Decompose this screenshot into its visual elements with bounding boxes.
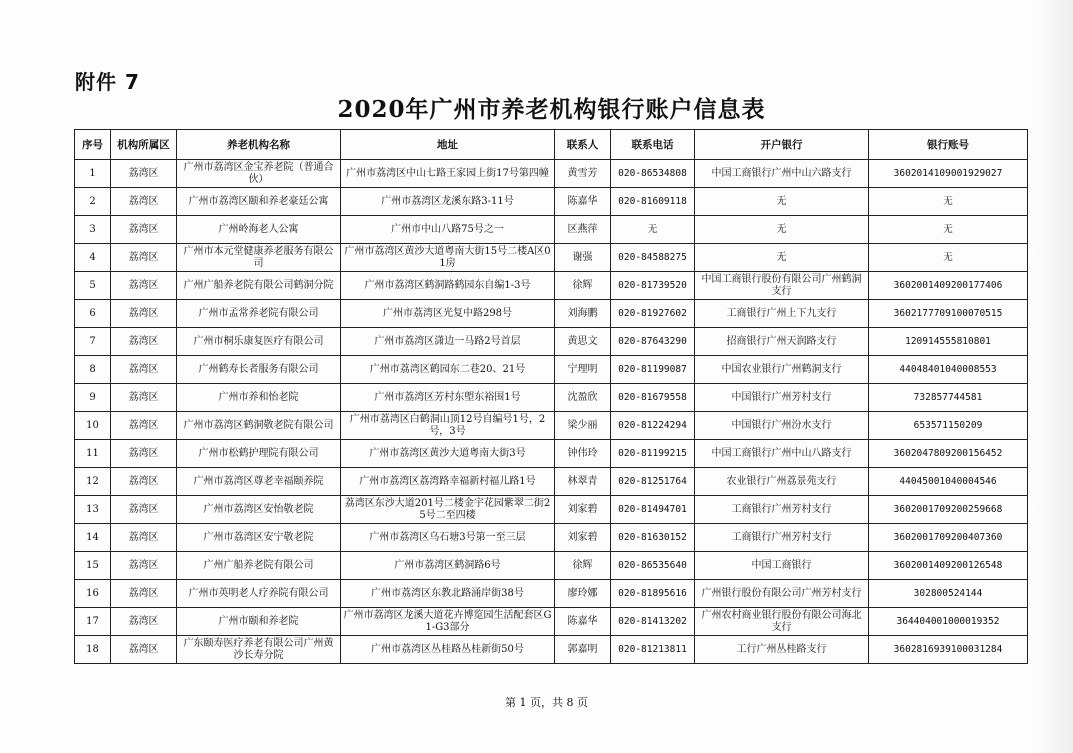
table-row (75, 468, 1028, 496)
cell-address: 广州市中山八路75号之一 (341, 216, 555, 244)
cell-account-number: 732857744581 (869, 384, 1028, 412)
cell-phone: 020-86535640 (611, 552, 695, 580)
cell-phone: 020-81927602 (611, 300, 695, 328)
table-row (75, 300, 1028, 328)
cell-index: 4 (75, 244, 111, 272)
cell-account-number: 无 (869, 188, 1028, 216)
cell-account-number: 3602816939100031284 (869, 636, 1028, 664)
cell-index: 6 (75, 300, 111, 328)
cell-index: 10 (75, 412, 111, 440)
cell-phone: 020-87643290 (611, 328, 695, 356)
header-institution-name: 养老机构名称 (177, 130, 341, 160)
table-header-row (75, 130, 1028, 160)
cell-address: 广州市荔湾区中山七路王家园上街17号第四幢 (341, 160, 555, 188)
cell-account-number: 364404001000019352 (869, 608, 1028, 636)
table-row (75, 412, 1028, 440)
table-row (75, 384, 1028, 412)
cell-contact: 黄思文 (555, 328, 611, 356)
cell-bank: 中国工商银行广州中山八路支行 (695, 440, 869, 468)
table-row (75, 636, 1028, 664)
cell-address: 广州市荔湾区鹤洞路鹤园东自编1-3号 (341, 272, 555, 300)
attachment-label: 附件 7 (75, 70, 140, 94)
cell-address: 广州市荔湾区龙溪东路3-11号 (341, 188, 555, 216)
cell-phone: 020-81251764 (611, 468, 695, 496)
cell-index: 1 (75, 160, 111, 188)
cell-institution-name: 广州市松鹤护理院有限公司 (177, 440, 341, 468)
header-account-number: 银行账号 (869, 130, 1028, 160)
cell-institution-name: 广东颐寿医疗养老有限公司广州黄沙长寿分院 (177, 636, 341, 664)
cell-institution-name: 广州市颐和养老院 (177, 608, 341, 636)
table-row (75, 608, 1028, 636)
document-title: 2020年广州市养老机构银行账户信息表 (337, 96, 766, 123)
cell-address: 广州市荔湾区鹤洞路6号 (341, 552, 555, 580)
cell-phone: 020-81609118 (611, 188, 695, 216)
cell-phone: 020-81224294 (611, 412, 695, 440)
cell-bank: 广州银行股份有限公司广州芳村支行 (695, 580, 869, 608)
header-phone: 联系电话 (611, 130, 695, 160)
cell-contact: 刘家碧 (555, 496, 611, 524)
cell-address: 广州市荔湾区丛桂路丛桂新街50号 (341, 636, 555, 664)
table-row (75, 496, 1028, 524)
cell-index: 17 (75, 608, 111, 636)
table-row (75, 216, 1028, 244)
cell-contact: 谢强 (555, 244, 611, 272)
cell-district: 荔湾区 (111, 496, 177, 524)
cell-account-number: 3602001709200259668 (869, 496, 1028, 524)
cell-contact: 郭嘉明 (555, 636, 611, 664)
cell-index: 3 (75, 216, 111, 244)
cell-address: 广州市荔湾区光复中路298号 (341, 300, 555, 328)
table-row (75, 356, 1028, 384)
table-row (75, 160, 1028, 188)
cell-account-number: 3602047809200156452 (869, 440, 1028, 468)
cell-institution-name: 广州市荔湾区金宝养老院（普通合伙） (177, 160, 341, 188)
cell-contact: 陈嘉华 (555, 608, 611, 636)
cell-bank: 广州农村商业银行股份有限公司海北支行 (695, 608, 869, 636)
cell-district: 荔湾区 (111, 328, 177, 356)
table-row (75, 272, 1028, 300)
cell-district: 荔湾区 (111, 216, 177, 244)
cell-phone: 020-86534808 (611, 160, 695, 188)
table-body (75, 160, 1028, 664)
cell-contact: 沈盈欣 (555, 384, 611, 412)
cell-phone: 020-81199215 (611, 440, 695, 468)
cell-institution-name: 广州市荔湾区安怡敬老院 (177, 496, 341, 524)
cell-district: 荔湾区 (111, 636, 177, 664)
cell-district: 荔湾区 (111, 244, 177, 272)
table-row (75, 188, 1028, 216)
cell-district: 荔湾区 (111, 356, 177, 384)
cell-district: 荔湾区 (111, 412, 177, 440)
cell-contact: 宁理明 (555, 356, 611, 384)
cell-index: 8 (75, 356, 111, 384)
cell-bank: 中国农业银行广州鹤洞支行 (695, 356, 869, 384)
header-address: 地址 (341, 130, 555, 160)
cell-bank: 招商银行广州天润路支行 (695, 328, 869, 356)
cell-phone: 020-81895616 (611, 580, 695, 608)
cell-phone: 无 (611, 216, 695, 244)
cell-account-number: 3602001709200407360 (869, 524, 1028, 552)
cell-phone: 020-84588275 (611, 244, 695, 272)
cell-phone: 020-81739520 (611, 272, 695, 300)
cell-index: 13 (75, 496, 111, 524)
cell-index: 15 (75, 552, 111, 580)
cell-index: 2 (75, 188, 111, 216)
cell-account-number: 无 (869, 244, 1028, 272)
cell-account-number: 120914555810801 (869, 328, 1028, 356)
cell-address: 广州市荔湾区东教北路涌岸街38号 (341, 580, 555, 608)
cell-district: 荔湾区 (111, 608, 177, 636)
cell-bank: 中国工商银行股份有限公司广州鹤洞支行 (695, 272, 869, 300)
cell-contact: 徐辉 (555, 552, 611, 580)
bank-account-table (74, 129, 1028, 664)
cell-bank: 工商银行广州上下九支行 (695, 300, 869, 328)
cell-district: 荔湾区 (111, 580, 177, 608)
cell-address: 广州市荔湾区龙溪大道花卉博览园生活配套区G1-G3部分 (341, 608, 555, 636)
cell-institution-name: 广州市荔湾区尊老幸福颐养院 (177, 468, 341, 496)
cell-address: 广州市荔湾区荔湾路幸福新村福儿路1号 (341, 468, 555, 496)
cell-institution-name: 广州广船养老院有限公司 (177, 552, 341, 580)
cell-contact: 区燕萍 (555, 216, 611, 244)
table-row (75, 440, 1028, 468)
cell-bank: 无 (695, 216, 869, 244)
cell-index: 12 (75, 468, 111, 496)
cell-address: 广州市荔湾区芳村东塱东裕围1号 (341, 384, 555, 412)
cell-institution-name: 广州鹤寿长者服务有限公司 (177, 356, 341, 384)
header-district: 机构所属区 (111, 130, 177, 160)
cell-index: 18 (75, 636, 111, 664)
cell-account-number: 653571150209 (869, 412, 1028, 440)
cell-district: 荔湾区 (111, 468, 177, 496)
header-bank: 开户银行 (695, 130, 869, 160)
cell-index: 11 (75, 440, 111, 468)
cell-account-number: 3602001409200126548 (869, 552, 1028, 580)
cell-bank: 中国工商银行 (695, 552, 869, 580)
cell-account-number: 3602177709100070515 (869, 300, 1028, 328)
table-row (75, 552, 1028, 580)
cell-institution-name: 广州广船养老院有限公司鹤洞分院 (177, 272, 341, 300)
cell-account-number: 3602014109001929027 (869, 160, 1028, 188)
cell-phone: 020-81679558 (611, 384, 695, 412)
cell-bank: 中国银行广州芳村支行 (695, 384, 869, 412)
cell-account-number: 44048401040008553 (869, 356, 1028, 384)
cell-bank: 无 (695, 188, 869, 216)
table-row (75, 524, 1028, 552)
cell-phone: 020-81413202 (611, 608, 695, 636)
cell-index: 7 (75, 328, 111, 356)
cell-address: 广州市荔湾区乌石塘3号第一至三层 (341, 524, 555, 552)
table-row (75, 580, 1028, 608)
cell-bank: 中国工商银行广州中山六路支行 (695, 160, 869, 188)
cell-address: 广州市荔湾区鹤园东二巷20、21号 (341, 356, 555, 384)
header-contact: 联系人 (555, 130, 611, 160)
page-footer: 第 1 页，共 8 页 (505, 696, 588, 709)
cell-institution-name: 广州市本元堂健康养老服务有限公司 (177, 244, 341, 272)
cell-contact: 黄雪芳 (555, 160, 611, 188)
cell-account-number: 无 (869, 216, 1028, 244)
cell-bank: 中国银行广州汾水支行 (695, 412, 869, 440)
cell-district: 荔湾区 (111, 384, 177, 412)
cell-institution-name: 广州市孟常养老院有限公司 (177, 300, 341, 328)
cell-bank: 无 (695, 244, 869, 272)
cell-index: 16 (75, 580, 111, 608)
cell-institution-name: 广州市荔湾区颐和养老豪廷公寓 (177, 188, 341, 216)
cell-address: 广州市荔湾区潇边一马路2号首层 (341, 328, 555, 356)
cell-district: 荔湾区 (111, 440, 177, 468)
cell-bank: 农业银行广州荔景苑支行 (695, 468, 869, 496)
cell-contact: 廖玲娜 (555, 580, 611, 608)
cell-index: 9 (75, 384, 111, 412)
cell-account-number: 3602001409200177406 (869, 272, 1028, 300)
cell-account-number: 302800524144 (869, 580, 1028, 608)
cell-institution-name: 广州市英明老人疗养院有限公司 (177, 580, 341, 608)
cell-contact: 刘家碧 (555, 524, 611, 552)
cell-phone: 020-81630152 (611, 524, 695, 552)
cell-district: 荔湾区 (111, 300, 177, 328)
cell-phone: 020-81494701 (611, 496, 695, 524)
cell-institution-name: 广州市荔湾区鹤洞敬老院有限公司 (177, 412, 341, 440)
cell-institution-name: 广州岭海老人公寓 (177, 216, 341, 244)
table-row (75, 328, 1028, 356)
cell-institution-name: 广州市养和怡老院 (177, 384, 341, 412)
cell-address: 广州市荔湾区黄沙大道粤南大街3号 (341, 440, 555, 468)
cell-index: 5 (75, 272, 111, 300)
cell-address: 广州市荔湾区黄沙大道粤南大街15号二楼A区01房 (341, 244, 555, 272)
cell-address: 荔湾区东沙大道201号二楼金宇花园紫翠二街25号二至四楼 (341, 496, 555, 524)
table-row (75, 244, 1028, 272)
cell-contact: 刘海鹏 (555, 300, 611, 328)
cell-institution-name: 广州市荔湾区安宁敬老院 (177, 524, 341, 552)
cell-contact: 梁少丽 (555, 412, 611, 440)
cell-contact: 林翠青 (555, 468, 611, 496)
cell-index: 14 (75, 524, 111, 552)
cell-contact: 徐辉 (555, 272, 611, 300)
cell-account-number: 44045001040004546 (869, 468, 1028, 496)
cell-contact: 陈嘉华 (555, 188, 611, 216)
cell-contact: 钟伟玲 (555, 440, 611, 468)
cell-bank: 工商银行广州芳村支行 (695, 496, 869, 524)
cell-phone: 020-81199087 (611, 356, 695, 384)
cell-district: 荔湾区 (111, 188, 177, 216)
header-index: 序号 (75, 130, 111, 160)
cell-address: 广州市荔湾区白鹤洞山顶12号自编号1号，2号，3号 (341, 412, 555, 440)
cell-district: 荔湾区 (111, 272, 177, 300)
cell-district: 荔湾区 (111, 160, 177, 188)
cell-bank: 工商银行广州芳村支行 (695, 524, 869, 552)
cell-district: 荔湾区 (111, 524, 177, 552)
cell-phone: 020-81213811 (611, 636, 695, 664)
cell-bank: 工行广州丛桂路支行 (695, 636, 869, 664)
cell-institution-name: 广州市桐乐康复医疗有限公司 (177, 328, 341, 356)
cell-district: 荔湾区 (111, 552, 177, 580)
